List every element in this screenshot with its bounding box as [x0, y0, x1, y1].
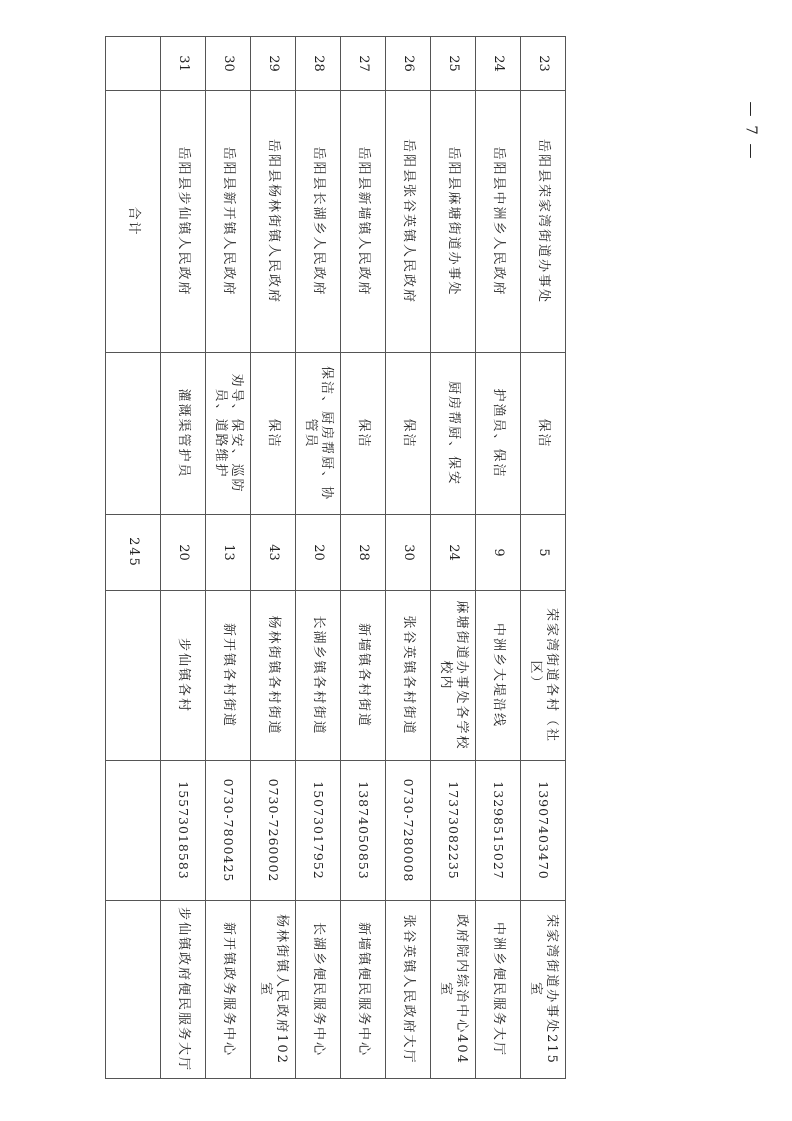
employer-unit: 岳阳县杨林街镇人民政府: [251, 91, 296, 353]
position: 保洁: [251, 353, 296, 515]
work-location: 荣家湾街道各村（社区）: [521, 591, 566, 761]
table-row: [251, 37, 296, 1079]
row-index: 28: [296, 37, 341, 91]
phone-number: 15573018583: [161, 761, 206, 901]
total-index: [106, 37, 161, 91]
employer-unit: 岳阳县长湖乡人民政府: [296, 91, 341, 353]
headcount: 20: [296, 515, 341, 591]
table-row: [296, 37, 341, 1079]
position: 劝导、保安、巡防员、道路维护: [206, 353, 251, 515]
row-index: 30: [206, 37, 251, 91]
work-location: 中洲乡大堤沿线: [476, 591, 521, 761]
employer-unit: 岳阳县麻塘街道办事处: [431, 91, 476, 353]
headcount: 20: [161, 515, 206, 591]
recruitment-table: [105, 36, 566, 1079]
employer-unit: 岳阳县新墙镇人民政府: [341, 91, 386, 353]
position: 保洁: [386, 353, 431, 515]
phone-number: 13298515027: [476, 761, 521, 901]
phone-number: 0730-7260002: [251, 761, 296, 901]
position: 保洁: [341, 353, 386, 515]
total-address: [106, 901, 161, 1079]
registration-address: 荣家湾街道办事处215室: [521, 901, 566, 1079]
total-location: [106, 591, 161, 761]
row-index: 27: [341, 37, 386, 91]
phone-number: 15073017952: [296, 761, 341, 901]
headcount: 30: [386, 515, 431, 591]
table-row: [206, 37, 251, 1079]
row-index: 24: [476, 37, 521, 91]
phone-number: 0730-7280008: [386, 761, 431, 901]
row-index: 31: [161, 37, 206, 91]
work-location: 杨林街镇各村街道: [251, 591, 296, 761]
work-location: 新墙镇各村街道: [341, 591, 386, 761]
headcount: 24: [431, 515, 476, 591]
phone-number: 17373082235: [431, 761, 476, 901]
work-location: 麻塘街道办事处各学校校内: [431, 591, 476, 761]
employer-unit: 岳阳县新开镇人民政府: [206, 91, 251, 353]
total-label: 合计: [106, 91, 161, 353]
registration-address: 杨林街镇人民政府102室: [251, 901, 296, 1079]
phone-number: 13907403470: [521, 761, 566, 901]
total-phone: [106, 761, 161, 901]
employer-unit: 岳阳县步仙镇人民政府: [161, 91, 206, 353]
table-row: [341, 37, 386, 1079]
work-location: 长湖乡镇各村街道: [296, 591, 341, 761]
registration-address: 长湖乡便民服务中心: [296, 901, 341, 1079]
row-index: 25: [431, 37, 476, 91]
registration-address: 新墙镇便民服务中心: [341, 901, 386, 1079]
registration-address: 张谷英镇人民政府大厅: [386, 901, 431, 1079]
table-row: [161, 37, 206, 1079]
row-index: 23: [521, 37, 566, 91]
position: 护渔员、保洁: [476, 353, 521, 515]
registration-address: 新开镇政务服务中心: [206, 901, 251, 1079]
registration-address: 中洲乡便民服务大厅: [476, 901, 521, 1079]
row-index: 26: [386, 37, 431, 91]
total-position: [106, 353, 161, 515]
employer-unit: 岳阳县张谷英镇人民政府: [386, 91, 431, 353]
headcount: 9: [476, 515, 521, 591]
registration-address: 步仙镇政府便民服务大厅: [161, 901, 206, 1079]
table-body: [106, 37, 566, 1079]
phone-number: 0730-7800425: [206, 761, 251, 901]
row-index: 29: [251, 37, 296, 91]
position: 灌溉渠管护员: [161, 353, 206, 515]
work-location: 步仙镇各村: [161, 591, 206, 761]
position: 保洁: [521, 353, 566, 515]
work-location: 新开镇各村街道: [206, 591, 251, 761]
table-row: [386, 37, 431, 1079]
phone-number: 13874050853: [341, 761, 386, 901]
position: 保洁、厨房帮厨、协管员: [296, 353, 341, 515]
headcount: 13: [206, 515, 251, 591]
employer-unit: 岳阳县荣家湾街道办事处: [521, 91, 566, 353]
total-count: 245: [106, 515, 161, 591]
employer-unit: 岳阳县中洲乡人民政府: [476, 91, 521, 353]
headcount: 43: [251, 515, 296, 591]
position: 厨房帮厨、保安: [431, 353, 476, 515]
table-row: [521, 37, 566, 1079]
registration-address: 政府院内综治中心404室: [431, 901, 476, 1079]
table-row: [431, 37, 476, 1079]
page-number: — 7 —: [742, 101, 761, 161]
total-row: [106, 37, 161, 1079]
headcount: 28: [341, 515, 386, 591]
table-row: [476, 37, 521, 1079]
headcount: 5: [521, 515, 566, 591]
work-location: 张谷英镇各村街道: [386, 591, 431, 761]
